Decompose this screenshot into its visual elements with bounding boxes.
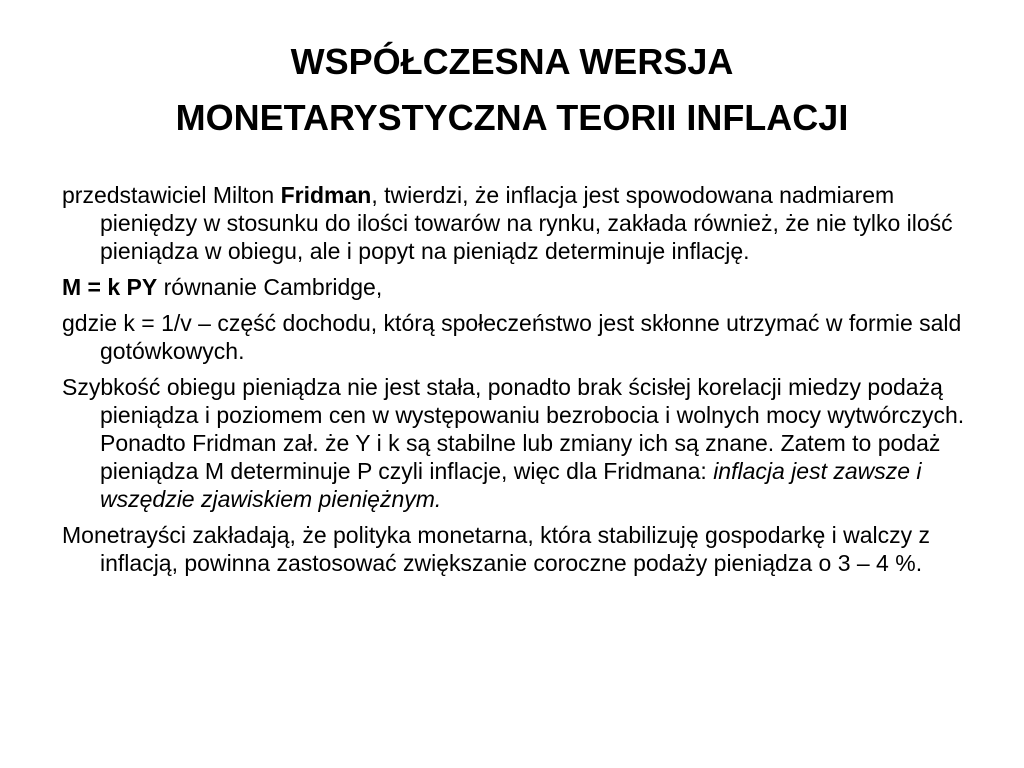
monetarists-text: Monetrayści zakładają, że polityka monetarna, która stabilizuję gospodarkę i walczy z inflacją, powinna zastosować zwiększanie coroczne podaży pieniądza o 3 – 4 %.	[62, 522, 931, 576]
paragraph-equation	[62, 273, 972, 301]
paragraph-fridman	[62, 181, 972, 265]
paragraph-fridman-rest: , twierdzi, że inflacja jest spowodowana nadmiarem pieniędzy w stosunku do ilości towarów na rynku, zakłada również, że nie tylko ilość pieniądza w obiegu, ale i popyt na pieniądz determinuje inflację.	[100, 182, 953, 264]
paragraph-monetarists	[62, 521, 972, 577]
slide-body	[62, 181, 972, 585]
k-definition-text: gdzie k = 1/v – część dochodu, którą społeczeństwo jest skłonne utrzymać w formie sald gotówkowych.	[62, 310, 962, 364]
title-line-2: MONETARYSTYCZNA TEORII INFLACJI	[175, 97, 849, 138]
fridman-quote: inflacja jest zawsze i wszędzie zjawiskiem pieniężnym.	[100, 458, 922, 512]
cambridge-equation: M = k PY	[62, 274, 158, 300]
fridman-name: Fridman	[280, 182, 372, 208]
equation-label: równanie Cambridge,	[157, 274, 383, 300]
paragraph-k-definition	[62, 309, 972, 365]
slide-title	[60, 34, 964, 146]
title-line-1: WSPÓŁCZESNA WERSJA	[290, 41, 734, 82]
velocity-text: Szybkość obiegu pieniądza nie jest stała, ponadto brak ścisłej korelacji miedzy podażą pieniądza i poziomem cen w występowaniu bezrobocia i wolnych mocy wytwórczych. Ponadto Fridman zał. że Y i k są stabilne lub zmiany ich są znane. Zatem to podaż pieniądza M determinuje P czyli inflacje, więc dla Fridmana:	[62, 374, 965, 484]
paragraph-fridman-intro: przedstawiciel Milton	[62, 182, 281, 208]
paragraph-velocity	[62, 373, 972, 513]
